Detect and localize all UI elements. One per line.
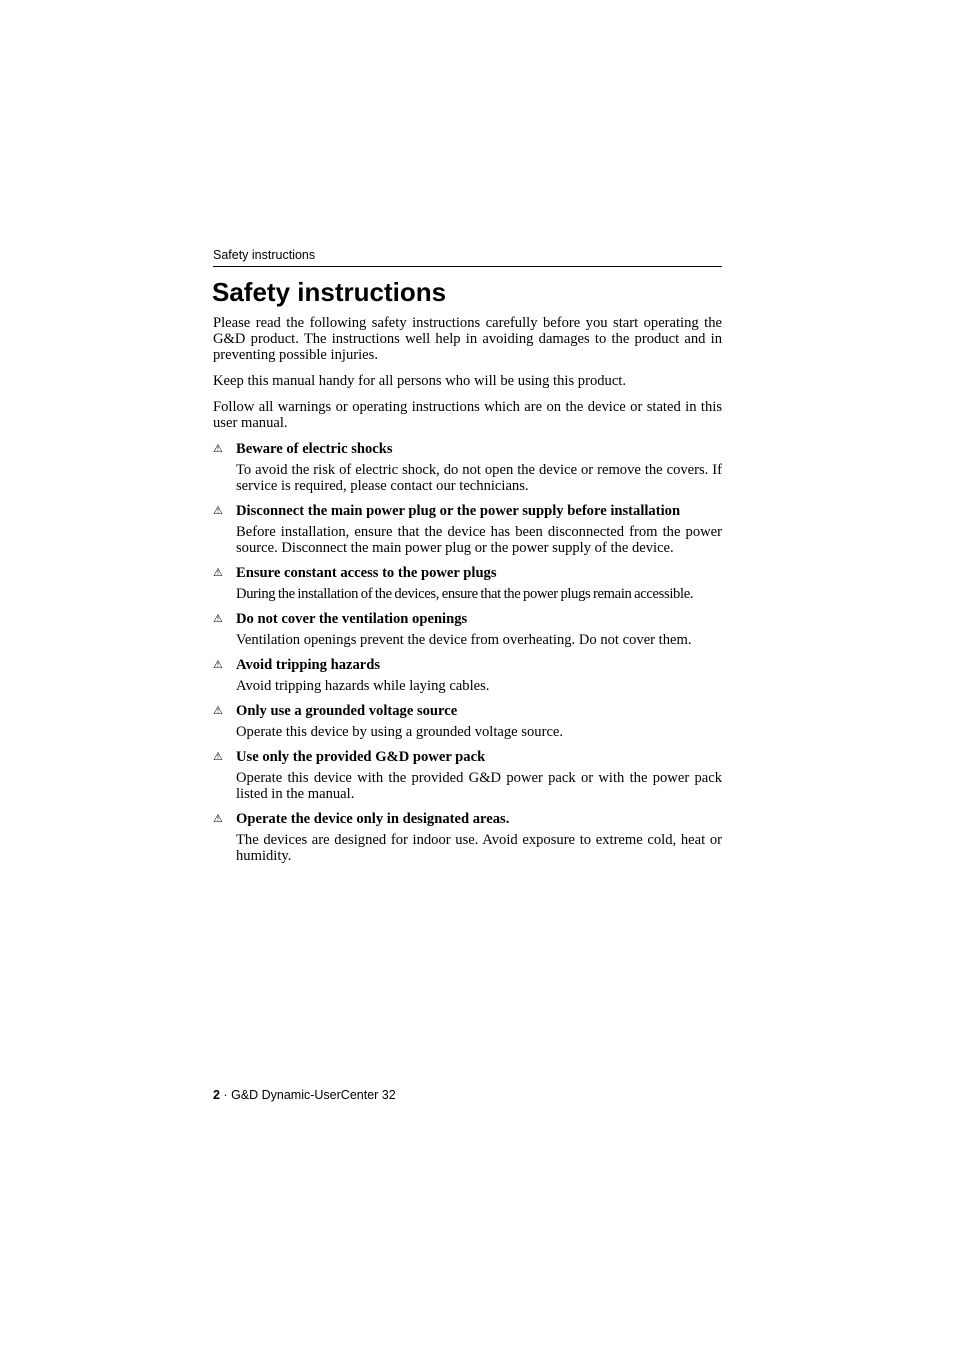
warning-item: [213, 749, 722, 802]
intro-paragraph: Keep this manual handy for all persons who will be using this product.: [213, 373, 627, 389]
warning-title: Use only the provided G&D power pack: [236, 749, 486, 765]
document-body: [213, 315, 722, 873]
warning-title: Ensure constant access to the power plugs: [236, 565, 497, 581]
warning-text: Operate this device with the provided G&D power pack or with the power pack listed in the manual.: [236, 770, 722, 802]
warning-title: Only use a grounded voltage source: [236, 703, 458, 719]
footer-separator: ·: [219, 1088, 232, 1102]
intro-paragraph: Follow all warnings or operating instructions which are on the device or stated in this user manual.: [213, 399, 722, 431]
running-header: Safety instructions: [213, 248, 316, 262]
intro-paragraph: Please read the following safety instructions carefully before you start operating the G&D product. The instructions well help in avoiding damages to the product and in preventing possible injuries.: [213, 315, 722, 363]
warning-title: Avoid tripping hazards: [236, 657, 381, 673]
warning-title: Disconnect the main power plug or the power supply before installation: [236, 503, 681, 519]
warning-item: [213, 811, 722, 864]
warning-triangle-icon: ⚠: [213, 658, 223, 671]
warning-text: Avoid tripping hazards while laying cables.: [236, 678, 490, 694]
warning-triangle-icon: ⚠: [213, 704, 223, 717]
warning-triangle-icon: ⚠: [213, 750, 223, 763]
warning-item: [213, 657, 722, 694]
warning-text: Ventilation openings prevent the device from overheating. Do not cover them.: [236, 632, 692, 648]
warning-text: Before installation, ensure that the device has been disconnected from the power source. Disconnect the main power plug or the power supply of the device.: [236, 524, 722, 556]
warning-item: [213, 565, 722, 602]
warning-triangle-icon: ⚠: [213, 442, 223, 455]
warning-item: [213, 611, 722, 648]
warning-text: Operate this device by using a grounded voltage source.: [236, 724, 564, 740]
warning-title: Operate the device only in designated areas.: [236, 811, 510, 827]
warning-triangle-icon: ⚠: [213, 504, 223, 517]
header-rule: [213, 266, 722, 267]
warning-item: [213, 441, 722, 494]
product-name: G&D Dynamic-UserCenter 32: [231, 1088, 396, 1102]
warning-text: During the installation of the devices, ensure that the power plugs remain accessible.: [236, 586, 694, 602]
warning-title: Beware of electric shocks: [236, 441, 393, 457]
page-footer: [213, 1088, 396, 1102]
page-title: Safety instructions: [212, 277, 447, 307]
warning-item: [213, 703, 722, 740]
warning-text: The devices are designed for indoor use. Avoid exposure to extreme cold, heat or humidity.: [236, 832, 722, 864]
warning-text: To avoid the risk of electric shock, do not open the device or remove the covers. If service is required, please contact our technicians.: [236, 462, 722, 494]
warning-item: [213, 503, 722, 556]
warning-triangle-icon: ⚠: [213, 612, 223, 625]
warning-triangle-icon: ⚠: [213, 812, 223, 825]
page-number: 2: [213, 1088, 220, 1102]
warning-triangle-icon: ⚠: [213, 566, 223, 579]
warning-title: Do not cover the ventilation openings: [236, 611, 468, 627]
